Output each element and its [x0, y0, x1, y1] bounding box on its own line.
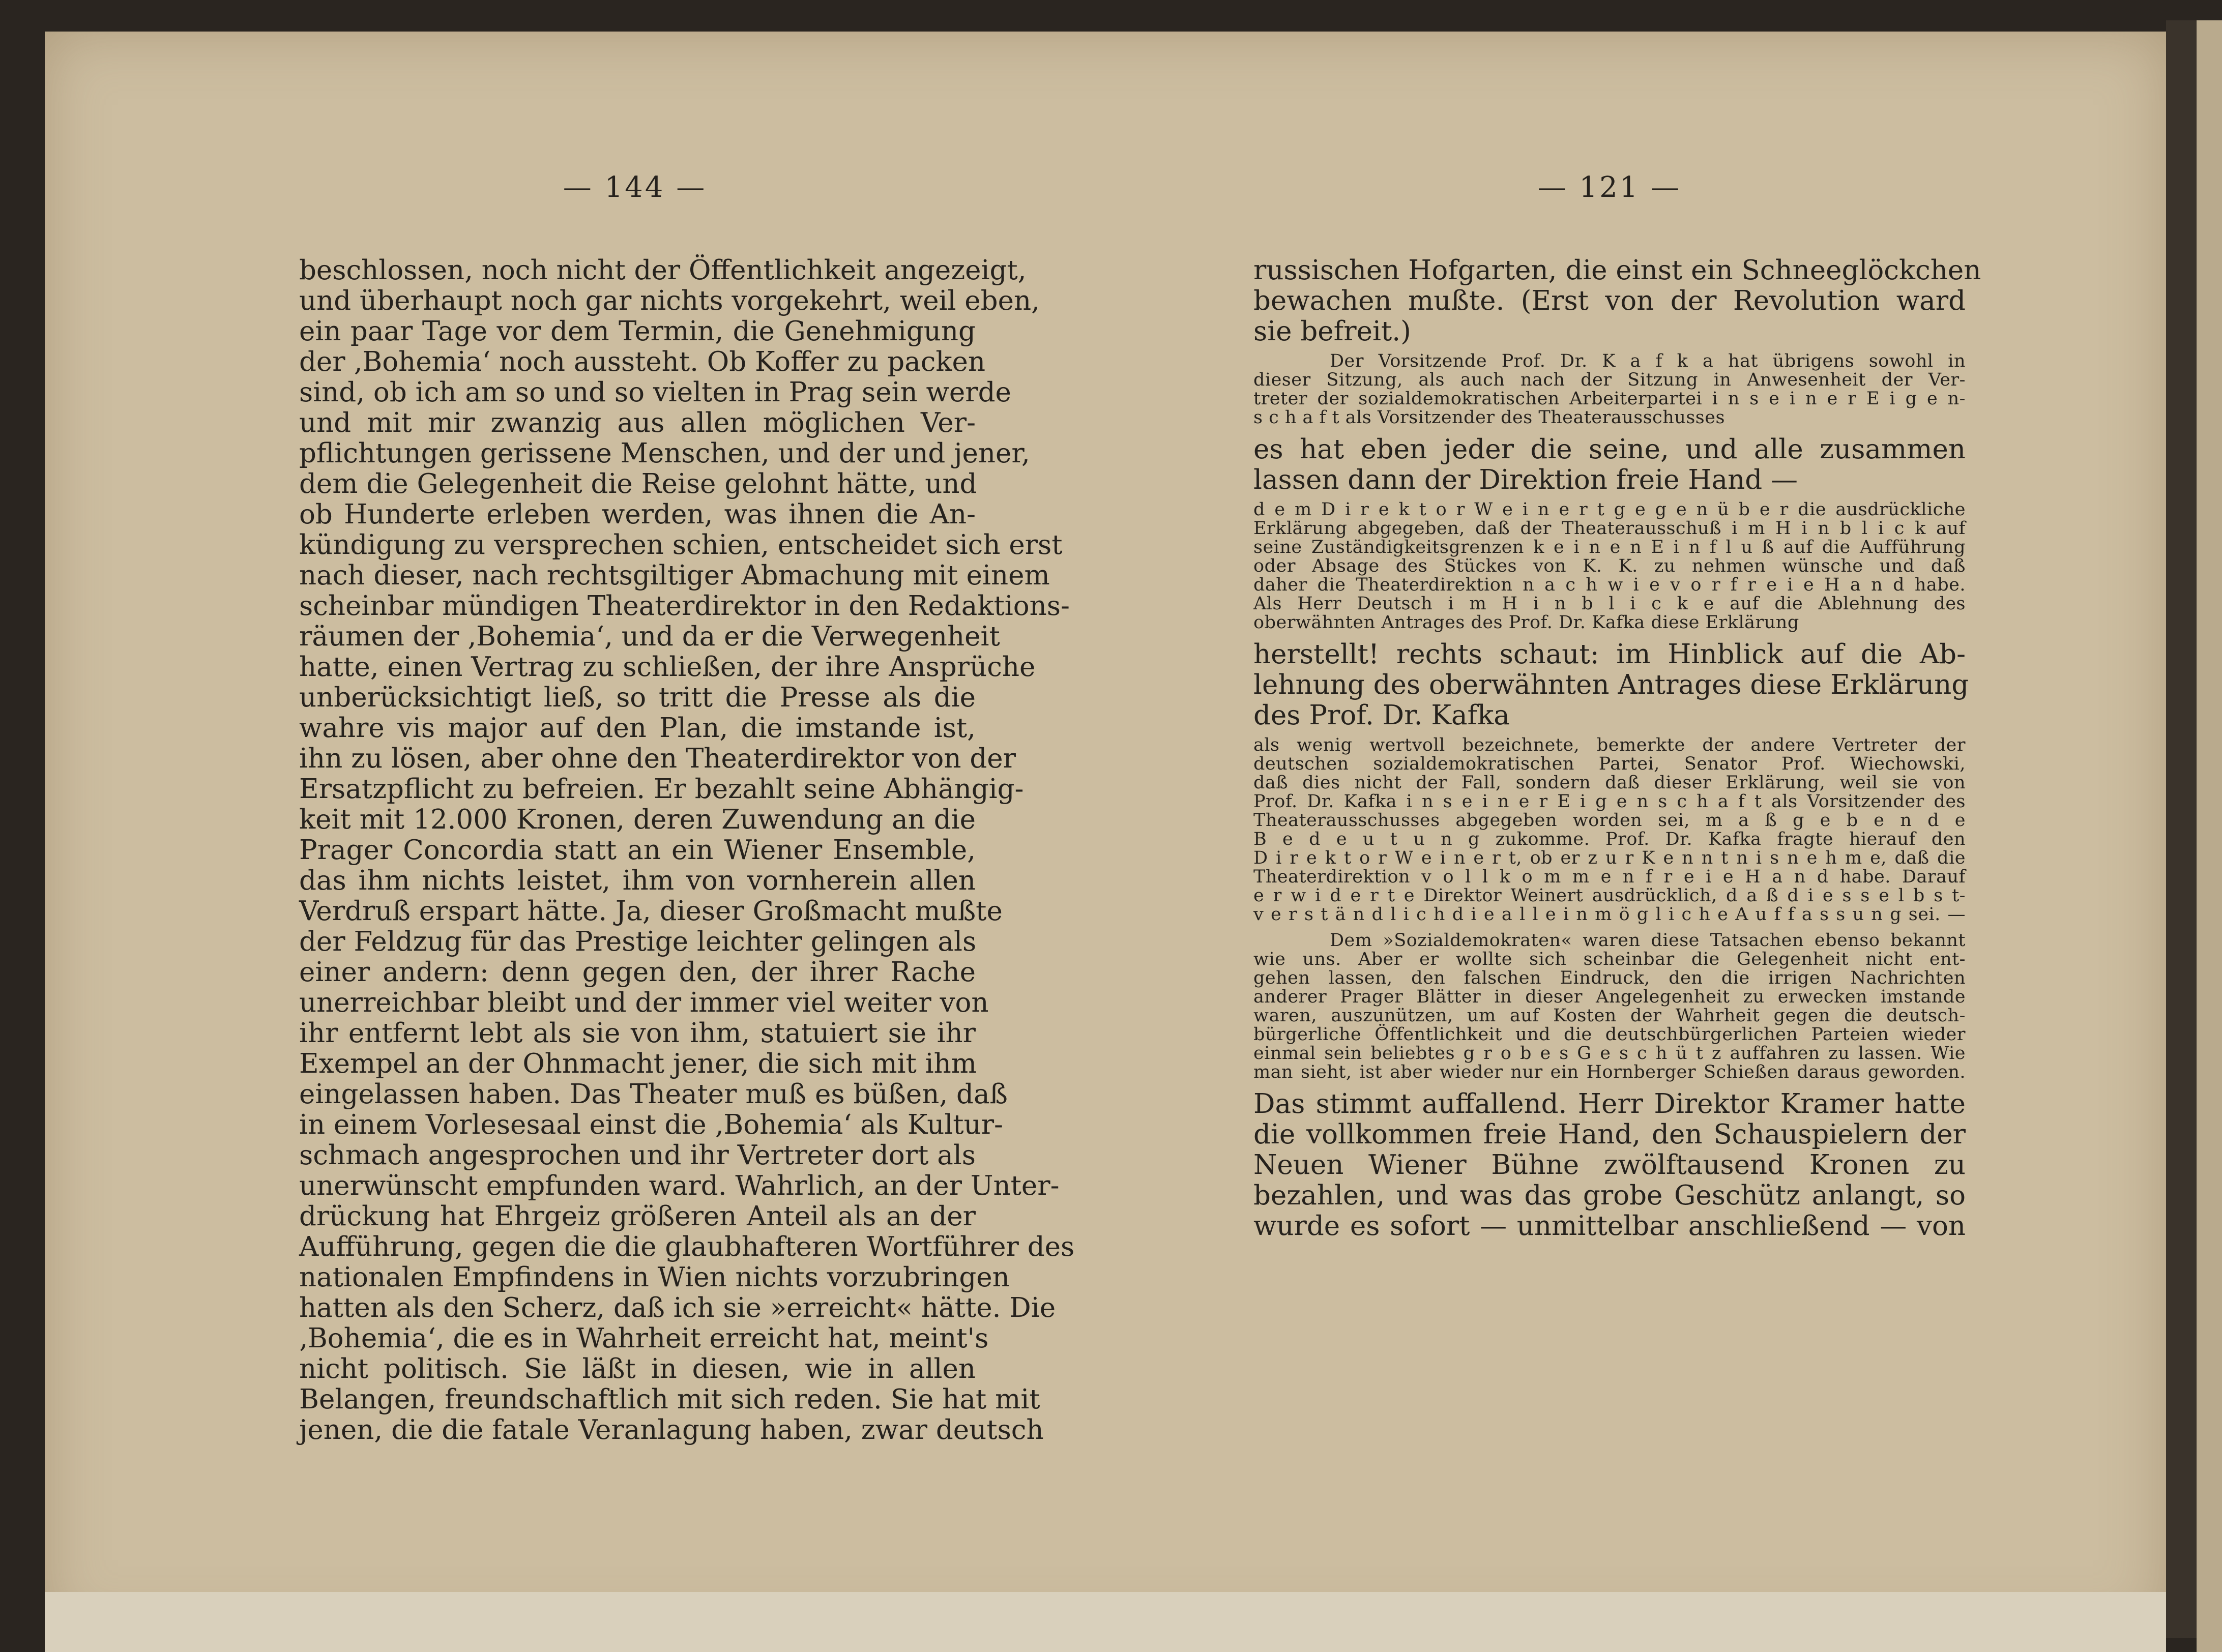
quote-line: daher die Theaterdirektion n a c h w i e v o r f r e i e H a n d habe.	[1253, 575, 1966, 595]
quote-line: anderer Prager Blätter in dieser Angelegenheit zu erwecken imstande	[1253, 987, 1966, 1007]
body-line: bewachen mußte. (Erst von der Revolution ward	[1253, 285, 1966, 316]
right-page-number: — 121 —	[1537, 171, 1682, 204]
quote-line: Der Vorsitzende Prof. Dr. K a f k a hat übrigens sowohl in	[1330, 351, 1966, 371]
body-line: Das stimmt auffallend. Herr Direktor Kramer hatte	[1253, 1088, 1966, 1119]
body-line: eingelassen haben. Das Theater muß es büßen, daß	[299, 1079, 1008, 1110]
body-line: Exempel an der Ohnmacht jener, die sich mit ihm	[299, 1048, 977, 1079]
page-edge-strip	[2197, 20, 2222, 1652]
body-line: pflichtungen gerissene Menschen, und der und jener,	[299, 438, 1030, 469]
body-line: Prager Concordia statt an ein Wiener Ensemble,	[299, 835, 976, 866]
body-line: unerreichbar bleibt und der immer viel weiter von	[299, 987, 989, 1018]
quote-line: daß dies nicht der Fall, sondern daß dieser Erklärung, weil sie von	[1253, 773, 1966, 793]
body-line: bezahlen, und was das grobe Geschütz anlangt, so	[1253, 1180, 1966, 1211]
body-line: schmach angesprochen und ihr Vertreter dort als	[299, 1140, 976, 1171]
quote-line: v e r s t ä n d l i c h d i e a l l e i n m ö g l i c h e A u f f a s s u n g sei. —	[1253, 904, 1966, 925]
body-line: es hat eben jeder die seine, und alle zusammen	[1253, 434, 1966, 465]
body-line: der ‚Bohemia‘ noch aussteht. Ob Koffer zu packen	[299, 346, 986, 377]
commentary-block-1	[1253, 255, 1981, 347]
quote-line: oder Absage des Stückes von K. K. zu nehmen wünsche und daß	[1253, 556, 1966, 576]
commentary-block-2	[1253, 434, 1966, 495]
body-line: unberücksichtigt ließ, so tritt die Presse als die	[299, 682, 976, 713]
commentary-block-3	[1253, 639, 1969, 731]
quote-line: man sieht, ist aber wieder nur ein Hornberger Schießen daraus geworden.	[1253, 1062, 1966, 1082]
quote-line: bürgerliche Öffentlichkeit und die deutschbürgerlichen Parteien wieder	[1253, 1024, 1966, 1045]
body-line: der Feldzug für das Prestige leichter gelingen als	[299, 926, 977, 957]
body-line: hatten als den Scherz, daß ich sie »erreicht« hätte. Die	[299, 1292, 1056, 1323]
quote-line: waren, auszunützen, um auf Kosten der Wahrheit gegen die deutsch-	[1253, 1006, 1966, 1026]
page-bottom-margin	[45, 1592, 2166, 1652]
body-line: herstellt! rechts schaut: im Hinblick auf die Ab-	[1253, 639, 1966, 670]
book-spread	[45, 32, 2166, 1634]
body-line: scheinbar mündigen Theaterdirektor in den Redaktions-	[299, 591, 1070, 622]
binding-shadow	[2166, 20, 2197, 1638]
body-line: nicht politisch. Sie läßt in diesen, wie in allen	[299, 1353, 976, 1384]
quote-line: einmal sein beliebtes g r o b e s G e s c h ü t z auffahren zu lassen. Wie	[1253, 1043, 1966, 1064]
body-line: sie befreit.)	[1253, 316, 1411, 347]
quoted-report-4	[1253, 931, 1966, 1082]
quote-line: wie uns. Aber er wollte sich scheinbar die Gelegenheit nicht ent-	[1253, 949, 1966, 969]
commentary-block-4	[1253, 1089, 1966, 1242]
body-line: ihn zu lösen, aber ohne den Theaterdirektor von der	[299, 743, 1016, 774]
body-line: Neuen Wiener Bühne zwölftausend Kronen zu	[1253, 1149, 1966, 1181]
body-line: Ersatzpflicht zu befreien. Er bezahlt seine Abhängig-	[299, 774, 1024, 805]
body-line: jenen, die die fatale Veranlagung haben, zwar deutsch	[299, 1414, 1044, 1446]
body-line: in einem Vorlesesaal einst die ‚Bohemia‘ als Kultur-	[299, 1109, 1003, 1140]
right-page-body	[1253, 255, 1981, 1242]
body-line: Verdruß erspart hätte. Ja, dieser Großmacht mußte	[299, 896, 1003, 927]
quote-line: D i r e k t o r W e i n e r t, ob er z u r K e n n t n i s n e h m e, daß die	[1253, 848, 1966, 868]
body-line: keit mit 12.000 Kronen, deren Zuwendung an die	[299, 804, 976, 835]
left-page-number: — 144 —	[563, 171, 707, 204]
body-line: russischen Hofgarten, die einst ein Schneeglöckchen	[1253, 255, 1981, 286]
left-page-body	[299, 255, 1075, 1446]
quote-line: Erklärung abgegeben, daß der Theaterausschuß i m H i n b l i c k auf	[1253, 518, 1966, 539]
quoted-report-2	[1253, 500, 1966, 632]
quote-line: Dem »Sozialdemokraten« waren diese Tatsachen ebenso bekannt	[1330, 930, 1966, 951]
body-line: ein paar Tage vor dem Termin, die Genehmigung	[299, 316, 976, 347]
quote-line: als wenig wertvoll bezeichnete, bemerkte der andere Vertreter der	[1253, 735, 1966, 755]
quote-line: treter der sozialdemokratischen Arbeiterpartei i n s e i n e r E i g e n-	[1253, 389, 1966, 409]
quote-line: seine Zuständigkeitsgrenzen k e i n e n E i n f l u ß auf die Aufführung	[1253, 537, 1966, 557]
body-line: und mit mir zwanzig aus allen möglichen Ver-	[299, 407, 976, 438]
body-line: dem die Gelegenheit die Reise gelohnt hätte, und	[299, 468, 977, 499]
body-line: die vollkommen freie Hand, den Schauspielern der	[1253, 1119, 1966, 1150]
body-line: des Prof. Dr. Kafka	[1253, 700, 1510, 731]
quote-line: s c h a f t als Vorsitzender des Theaterausschusses	[1253, 407, 1725, 428]
body-line: das ihm nichts leistet, ihm von vornherein allen	[299, 865, 976, 896]
quote-line: Theaterausschusses abgegeben worden sei, m a ß g e b e n d e	[1253, 810, 1966, 831]
quote-line: oberwähnten Antrages des Prof. Dr. Kafka diese Erklärung	[1253, 612, 1799, 633]
body-line: sind, ob ich am so und so vielten in Prag sein werde	[299, 377, 1011, 408]
body-line: lehnung des oberwähnten Antrages diese Erklärung	[1253, 669, 1969, 700]
body-line: ob Hunderte erleben werden, was ihnen die An-	[299, 499, 976, 530]
body-line: nationalen Empfindens in Wien nichts vorzubringen	[299, 1262, 1010, 1293]
quote-line: gehen lassen, den falschen Eindruck, den die irrigen Nachrichten	[1253, 968, 1966, 988]
body-line: wahre vis major auf den Plan, die imstande ist,	[299, 713, 976, 744]
quote-line: Theaterdirektion v o l l k o m m e n f r e i e H a n d habe. Darauf	[1253, 867, 1966, 887]
body-line: drückung hat Ehrgeiz größeren Anteil als an der	[299, 1201, 976, 1232]
body-line: Aufführung, gegen die die glaubhafteren Wortführer des	[299, 1231, 1075, 1262]
body-line: Belangen, freundschaftlich mit sich reden. Sie hat mit	[299, 1384, 1040, 1415]
quote-line: deutschen sozialdemokratischen Partei, Senator Prof. Wiechowski,	[1253, 754, 1966, 774]
quote-line: e r w i d e r t e Direktor Weinert ausdrücklich, d a ß d i e s s e l b s t-	[1253, 886, 1966, 906]
body-line: ‚Bohemia‘, die es in Wahrheit erreicht hat, meint's	[299, 1323, 989, 1354]
left-paragraph	[299, 255, 1075, 1446]
quote-line: Prof. Dr. Kafka i n s e i n e r E i g e n s c h a f t als Vorsitzender des	[1253, 791, 1966, 812]
quoted-report-3	[1253, 736, 1966, 924]
body-line: unerwünscht empfunden ward. Wahrlich, an der Unter-	[299, 1170, 1060, 1201]
body-line: kündigung zu versprechen schien, entscheidet sich erst	[299, 529, 1063, 560]
body-line: wurde es sofort — unmittelbar anschließend — von	[1253, 1211, 1966, 1242]
quote-line: Als Herr Deutsch i m H i n b l i c k e auf die Ablehnung des	[1253, 594, 1966, 614]
quote-line: dieser Sitzung, als auch nach der Sitzung in Anwesenheit der Ver-	[1253, 370, 1966, 390]
body-line: nach dieser, nach rechtsgiltiger Abmachung mit einem	[299, 560, 1050, 591]
body-line: räumen der ‚Bohemia‘, und da er die Verwegenheit	[299, 621, 1000, 652]
body-line: hatte, einen Vertrag zu schließen, der ihre Ansprüche	[299, 652, 1036, 683]
body-line: lassen dann der Direktion freie Hand —	[1253, 464, 1798, 495]
body-line: beschlossen, noch nicht der Öffentlichkeit angezeigt,	[299, 255, 1027, 286]
quote-line: B e d e u t u n g zukomme. Prof. Dr. Kafka fragte hierauf den	[1253, 829, 1966, 849]
body-line: einer andern: denn gegen den, der ihrer Rache	[299, 957, 976, 988]
quoted-report-1	[1253, 352, 1966, 427]
body-line: ihr entfernt lebt als sie von ihm, statuiert sie ihr	[299, 1018, 976, 1049]
body-line: und überhaupt noch gar nichts vorgekehrt, weil eben,	[299, 285, 1040, 316]
quote-line: d e m D i r e k t o r W e i n e r t g e g e n ü b e r die ausdrückliche	[1253, 499, 1966, 520]
